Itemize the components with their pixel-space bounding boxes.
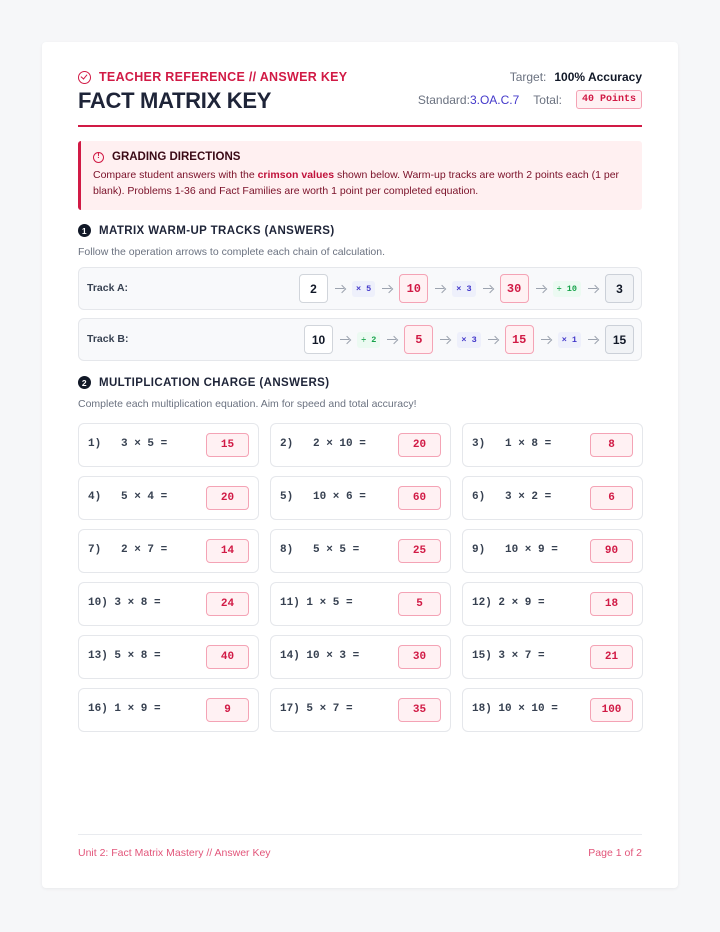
target-value: 100% Accuracy (554, 70, 642, 84)
problem-equation: 11) 1 × 5 = (280, 597, 353, 609)
section-heading-warmup (78, 224, 335, 237)
problem-answer: 40 (206, 645, 249, 669)
problem-answer: 9 (206, 698, 249, 722)
directions-text-end: shown below. Warm-up tracks are worth 2 points each (1 per blank). Problems 1-36 and Fact Families are worth 1 point per completed equation. (93, 169, 620, 197)
arrow-right-icon (340, 336, 350, 344)
section-description: Follow the operation arrows to complete each chain of calculation. (78, 246, 386, 258)
problem-equation: 9) 10 × 9 = (472, 544, 558, 556)
answer-value: 10 (399, 274, 428, 303)
problem-equation: 10) 3 × 8 = (88, 597, 161, 609)
eyebrow (78, 70, 347, 84)
problem-equation: 1) 3 × 5 = (88, 438, 168, 450)
operation-badge: ÷ 10 (553, 281, 581, 297)
problem-answer: 60 (398, 486, 441, 510)
page-header (78, 70, 642, 128)
worksheet-page (42, 42, 678, 888)
problem-answer: 35 (398, 698, 441, 722)
check-circle-icon (78, 71, 91, 84)
problem-card (270, 476, 451, 520)
track-row (78, 318, 642, 361)
problem-equation: 5) 10 × 6 = (280, 491, 366, 503)
track-label: Track B: (87, 333, 129, 345)
problem-equation: 3) 1 × 8 = (472, 438, 552, 450)
problem-equation: 14) 10 × 3 = (280, 650, 360, 662)
problem-equation: 12) 2 × 9 = (472, 597, 545, 609)
problem-card (462, 529, 643, 573)
track-row (78, 267, 642, 310)
footer-unit-title: Unit 2: Fact Matrix Mastery // Answer Key (78, 847, 271, 859)
operation-badge: × 1 (558, 332, 581, 348)
answer-value: 5 (404, 325, 433, 354)
problem-answer: 21 (590, 645, 633, 669)
directions-text (93, 167, 630, 199)
target-meta (510, 70, 642, 84)
track-label: Track A: (87, 282, 129, 294)
problem-equation: 6) 3 × 2 = (472, 491, 552, 503)
arrow-right-icon (488, 336, 498, 344)
problem-equation: 16) 1 × 9 = (88, 703, 161, 715)
problem-answer: 6 (590, 486, 633, 510)
start-value: 2 (299, 274, 328, 303)
problem-grid (78, 423, 642, 732)
problem-answer: 20 (398, 433, 441, 457)
section-number-badge: 2 (78, 376, 91, 389)
problem-card (78, 423, 259, 467)
standard-label: Standard: (417, 92, 470, 107)
section-description: Complete each multiplication equation. Aim for speed and total accuracy! (78, 398, 417, 410)
start-value: 10 (304, 325, 333, 354)
operation-badge: × 3 (452, 281, 475, 297)
standard (418, 93, 519, 107)
total-points-badge: 40 Points (576, 90, 642, 109)
section-title: MULTIPLICATION CHARGE (ANSWERS) (99, 376, 330, 389)
arrow-right-icon (483, 285, 493, 293)
problem-card (462, 635, 643, 679)
problem-equation: 18) 10 × 10 = (472, 703, 558, 715)
problem-answer: 14 (206, 539, 249, 563)
problem-card (462, 582, 643, 626)
directions-highlight: crimson values (257, 169, 335, 181)
problem-card (270, 582, 451, 626)
operation-badge: ÷ 2 (357, 332, 380, 348)
problem-card (78, 688, 259, 732)
answer-value: 30 (500, 274, 529, 303)
problem-card (270, 688, 451, 732)
arrow-right-icon (435, 285, 445, 293)
section-number-badge: 1 (78, 224, 91, 237)
problem-card (78, 476, 259, 520)
problem-answer: 15 (206, 433, 249, 457)
problem-card (270, 423, 451, 467)
eyebrow-text: TEACHER REFERENCE // ANSWER KEY (99, 70, 348, 84)
problem-card (78, 635, 259, 679)
problem-answer: 25 (398, 539, 441, 563)
answer-value: 15 (505, 325, 534, 354)
arrow-right-icon (382, 285, 392, 293)
grading-directions (78, 141, 642, 210)
problem-equation: 8) 5 × 5 = (280, 544, 360, 556)
standard-meta (418, 90, 642, 109)
end-value: 3 (605, 274, 634, 303)
problem-card (462, 688, 643, 732)
problem-equation: 4) 5 × 4 = (88, 491, 168, 503)
problem-card (462, 423, 643, 467)
problem-answer: 24 (206, 592, 249, 616)
section-title: MATRIX WARM-UP TRACKS (ANSWERS) (99, 224, 335, 237)
alert-circle-icon (93, 152, 104, 163)
footer-divider (78, 834, 642, 835)
arrow-right-icon (588, 336, 598, 344)
problem-equation: 7) 2 × 7 = (88, 544, 168, 556)
page-title: FACT MATRIX KEY (78, 88, 272, 113)
problem-equation: 2) 2 × 10 = (280, 438, 366, 450)
arrow-right-icon (335, 285, 345, 293)
directions-text-start: Compare student answers with the (93, 169, 258, 181)
problem-equation: 17) 5 × 7 = (280, 703, 353, 715)
problem-answer: 30 (398, 645, 441, 669)
problem-equation: 13) 5 × 8 = (88, 650, 161, 662)
directions-heading (93, 151, 630, 163)
problem-equation: 15) 3 × 7 = (472, 650, 545, 662)
problem-answer: 90 (590, 539, 633, 563)
arrow-right-icon (588, 285, 598, 293)
header-divider (78, 125, 642, 127)
arrow-right-icon (440, 336, 450, 344)
operation-badge: × 5 (352, 281, 375, 297)
standard-value: 3.OA.C.7 (469, 92, 520, 107)
arrow-right-icon (387, 336, 397, 344)
problem-answer: 18 (590, 592, 633, 616)
page-number: Page 1 of 2 (588, 847, 642, 859)
operation-chain (299, 274, 634, 303)
problem-card (78, 582, 259, 626)
problem-answer: 5 (398, 592, 441, 616)
problem-answer: 100 (590, 698, 633, 722)
arrow-right-icon (541, 336, 551, 344)
problem-card (270, 635, 451, 679)
end-value: 15 (605, 325, 634, 354)
problem-card (462, 476, 643, 520)
problem-answer: 8 (590, 433, 633, 457)
problem-card (78, 529, 259, 573)
total-label: Total: (533, 92, 562, 107)
arrow-right-icon (536, 285, 546, 293)
problem-answer: 20 (206, 486, 249, 510)
operation-chain (304, 325, 634, 354)
problem-card (270, 529, 451, 573)
operation-badge: × 3 (457, 332, 480, 348)
section-heading-multiplication (78, 376, 329, 389)
directions-title: GRADING DIRECTIONS (112, 151, 241, 163)
target-label: Target: (509, 70, 547, 84)
